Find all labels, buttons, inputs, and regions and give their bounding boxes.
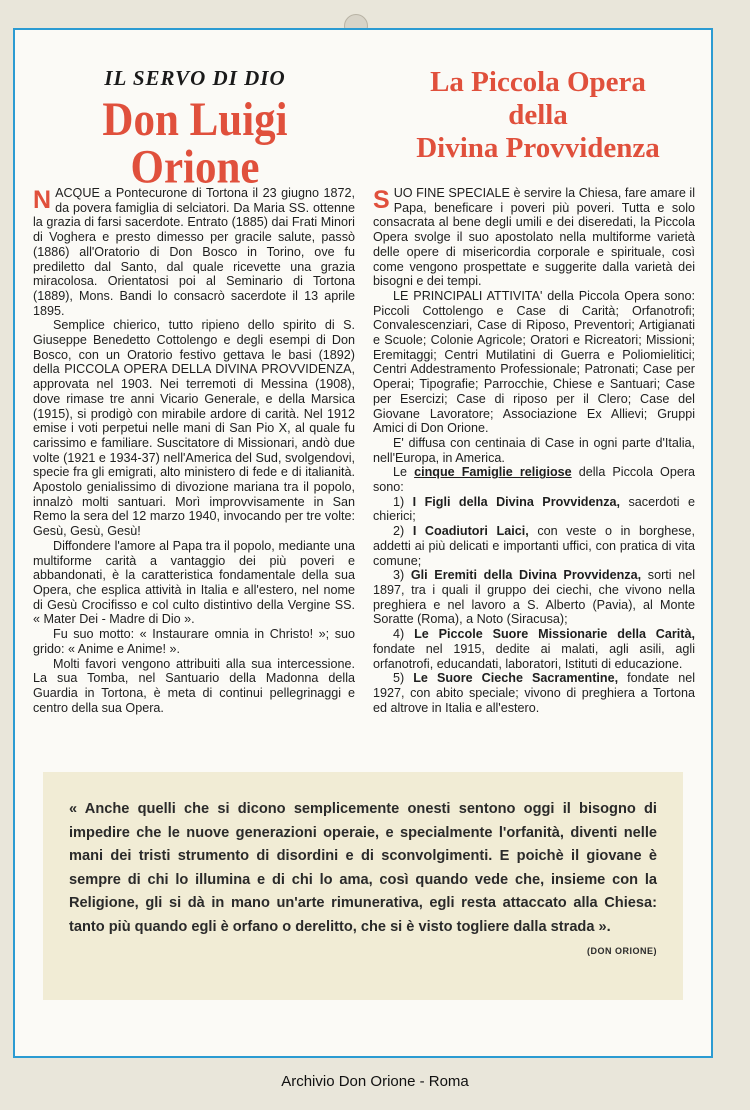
quote-text: « Anche quelli che si dicono semplicemente onesti sentono oggi il bisogno di impedire che le nuove generazioni operaie, e specialmente l'orfanità, diventi nelle mani dei tristi strumento di disordini e di sconvolgimenti. E poichè il giovane è sempre di chi lo illumina e di chi lo ama, così quando vede che, insieme con la Religione, gli si dà in mano un'arte rimunerativa, egli resta attaccato alla Chiesa: tanto più quando egli è orfano o derelitto, che si è visto togliere dalla strada ». xyxy=(69,801,657,935)
family-desc: con veste o in borghese, addetti ai più delicati e importanti uffici, con pratica di vita comune; xyxy=(373,524,696,568)
family-item xyxy=(373,495,695,524)
dropcap-letter: N xyxy=(33,186,52,214)
bio-paragraph-5: Molti favori vengono attribuiti alla sua intercessione. La sua Tomba, nel Santuario della Madonna della Guardia in Tortona, è meta di continui pellegrinaggi e centro della sua Opera. xyxy=(33,656,355,715)
right-title-line2: della xyxy=(508,99,568,131)
right-title-line1: La Piccola Opera xyxy=(430,66,646,98)
opera-p4-bold: cinque Famiglie religiose xyxy=(414,465,572,480)
quote-box xyxy=(43,772,683,1000)
opera-p4-post: della Piccola Opera sono: xyxy=(373,465,696,495)
family-number: 5) xyxy=(393,671,405,686)
family-item xyxy=(373,568,695,627)
opera-paragraph-1 xyxy=(373,186,695,289)
bio-paragraph-1-text: ACQUE a Pontecurone di Tortona il 23 giugno 1872, da povera famiglia di selciatori. Da Maria SS. ottenne la grazia di farsi sacerdote. Entrato (1885) dai Frati Minori di Voghera e presto dimesso per gracile salute, passò (1886) all'Oratorio di Don Bosco in Torino, ove fu prediletto dal Santo, dal quale ricevette una grazia miracolosa. Orientatosi poi al Seminario di Tortona (1889), Mons. Bandi lo consacrò sacerdote il 13 aprile 1895. xyxy=(33,186,355,318)
main-title-name: Don Luigi Orione xyxy=(102,94,288,194)
family-desc: sorti nel 1897, tra i quali il gruppo dei ciechi, che vivono nella preghiera e nel lavoro a S. Alberto (Pavia), al Monte Soratte (Roma), a Noto (Siracusa); xyxy=(373,568,696,627)
opera-column xyxy=(373,186,695,715)
family-number: 2) xyxy=(393,524,405,539)
family-item xyxy=(373,627,695,671)
family-number: 4) xyxy=(393,627,405,642)
opera-paragraph-4 xyxy=(373,465,695,494)
opera-paragraph-1-text: UO FINE SPECIALE è servire la Chiesa, fare amare il Papa, beneficare i poveri più poveri. Tutta e solo consacrata al bene degli umili e dei diseredati, la Piccola Opera svolge il suo apostolato nella multiforme varietà delle opere di misericordia corporale e spirituale, così come vengono prospettate e suggerite dalla varietà dei bisogni e dei tempi. xyxy=(373,186,695,289)
dropcap-letter: S xyxy=(373,186,390,214)
family-number: 1) xyxy=(393,494,405,509)
family-item xyxy=(373,671,695,715)
bio-paragraph-3: Diffondere l'amore al Papa tra il popolo, mediante una multiforme carità a vantaggio dei più poveri e abbandonati, è la caratteristica fondamentale della sua Opera, che esplica attività in Italia e all'estero, nel nome di Gesù Crocifisso e col culto distintivo della Vergine SS. « Mater Dei - Madre di Dio ». xyxy=(33,538,355,627)
right-title-line3: Divina Provvidenza xyxy=(416,132,660,164)
family-desc: fondate nel 1915, dedite ai malati, agli asili, agli orfanotrofi, educandati, laboratori, Istituti di educazione. xyxy=(373,641,695,671)
family-name: I Figli della Divina Provvidenza, xyxy=(412,494,621,509)
kicker-title: IL SERVO DI DIO xyxy=(104,66,286,90)
opera-paragraph-3: E' diffusa con centinaia di Case in ogni parte d'Italia, nell'Europa, in America. xyxy=(373,435,695,465)
family-name: Gli Eremiti della Divina Provvidenza, xyxy=(410,568,642,583)
bio-paragraph-4: Fu suo motto: « Instaurare omnia in Christo! »; suo grido: « Anime e Anime! ». xyxy=(33,627,355,656)
right-header xyxy=(383,66,693,165)
family-desc: sacerdoti e chierici; xyxy=(373,494,696,524)
quote-author: (DON ORIONE) xyxy=(587,945,657,956)
archive-footer: Archivio Don Orione - Roma xyxy=(281,1073,469,1090)
family-number: 3) xyxy=(393,568,405,583)
family-name: Le Suore Cieche Sacramentine, xyxy=(413,671,619,686)
family-desc: fondate nel 1927, con abito speciale; vivono di preghiera a Tortona ed altrove in Italia e all'estero. xyxy=(373,671,695,715)
opera-p4-pre: Le xyxy=(393,465,408,480)
bio-paragraph-1 xyxy=(33,186,355,318)
left-header xyxy=(35,66,355,194)
family-name: I Coadiutori Laici, xyxy=(412,524,529,539)
family-item xyxy=(373,524,695,568)
family-name: Le Piccole Suore Missionarie della Carità, xyxy=(414,627,696,642)
bio-paragraph-2: Semplice chierico, tutto ripieno dello spirito di S. Giuseppe Benedetto Cottolengo e degli esempi di Don Bosco, con un Oratorio festivo gettava le basi (1892) della PICCOLA OPERA DELLA DIVINA PROVVIDENZA, approvata nel 1903. Nei terremoti di Messina (1908), dove rimase tre anni Vicario Generale, e della Marsica (1915), si prodigò con mirabile ardore di carità. Nel 1912 emise i voti perpetui nelle mani di San Pio X, al quale fu carissimo e familiare. Suscitatore di Missionari, andò due volte (1921 e 1934-37) nell'America del Sud, svolgendovi, specie fra gli emigrati, alto ministero di fede e di italianità. Apostolo genialissimo di divozione mariana tra il popolo, innalzò molti santuari. Morì improvvisamente in San Remo la sera del 12 marzo 1940, invocando per tre volte: Gesù, Gesù, Gesù! xyxy=(33,318,355,539)
opera-paragraph-2: LE PRINCIPALI ATTIVITA' della Piccola Opera sono: Piccoli Cottolengo e Case di Carità; Orfanotrofi; Convalescenziari, Case di Riposo, Preventori; Artigianati e Scuole; Colonie Agricole; Oratori e Ricreatori; Missioni; Eremitaggi; Centri Mutilatini di Guerra e Poliomielitici; Centri Addestramento Professionale; Patronati; Case per Operai; Tipografie; Parrocchie, Chiese e Santuari; Case per Esercizi; Case di riposo per il Clero; Case del Giovane Lavoratore; Associazione Ex Allievi; Gruppi Amici di Don Orione. xyxy=(373,288,695,436)
biography-column xyxy=(33,186,355,715)
